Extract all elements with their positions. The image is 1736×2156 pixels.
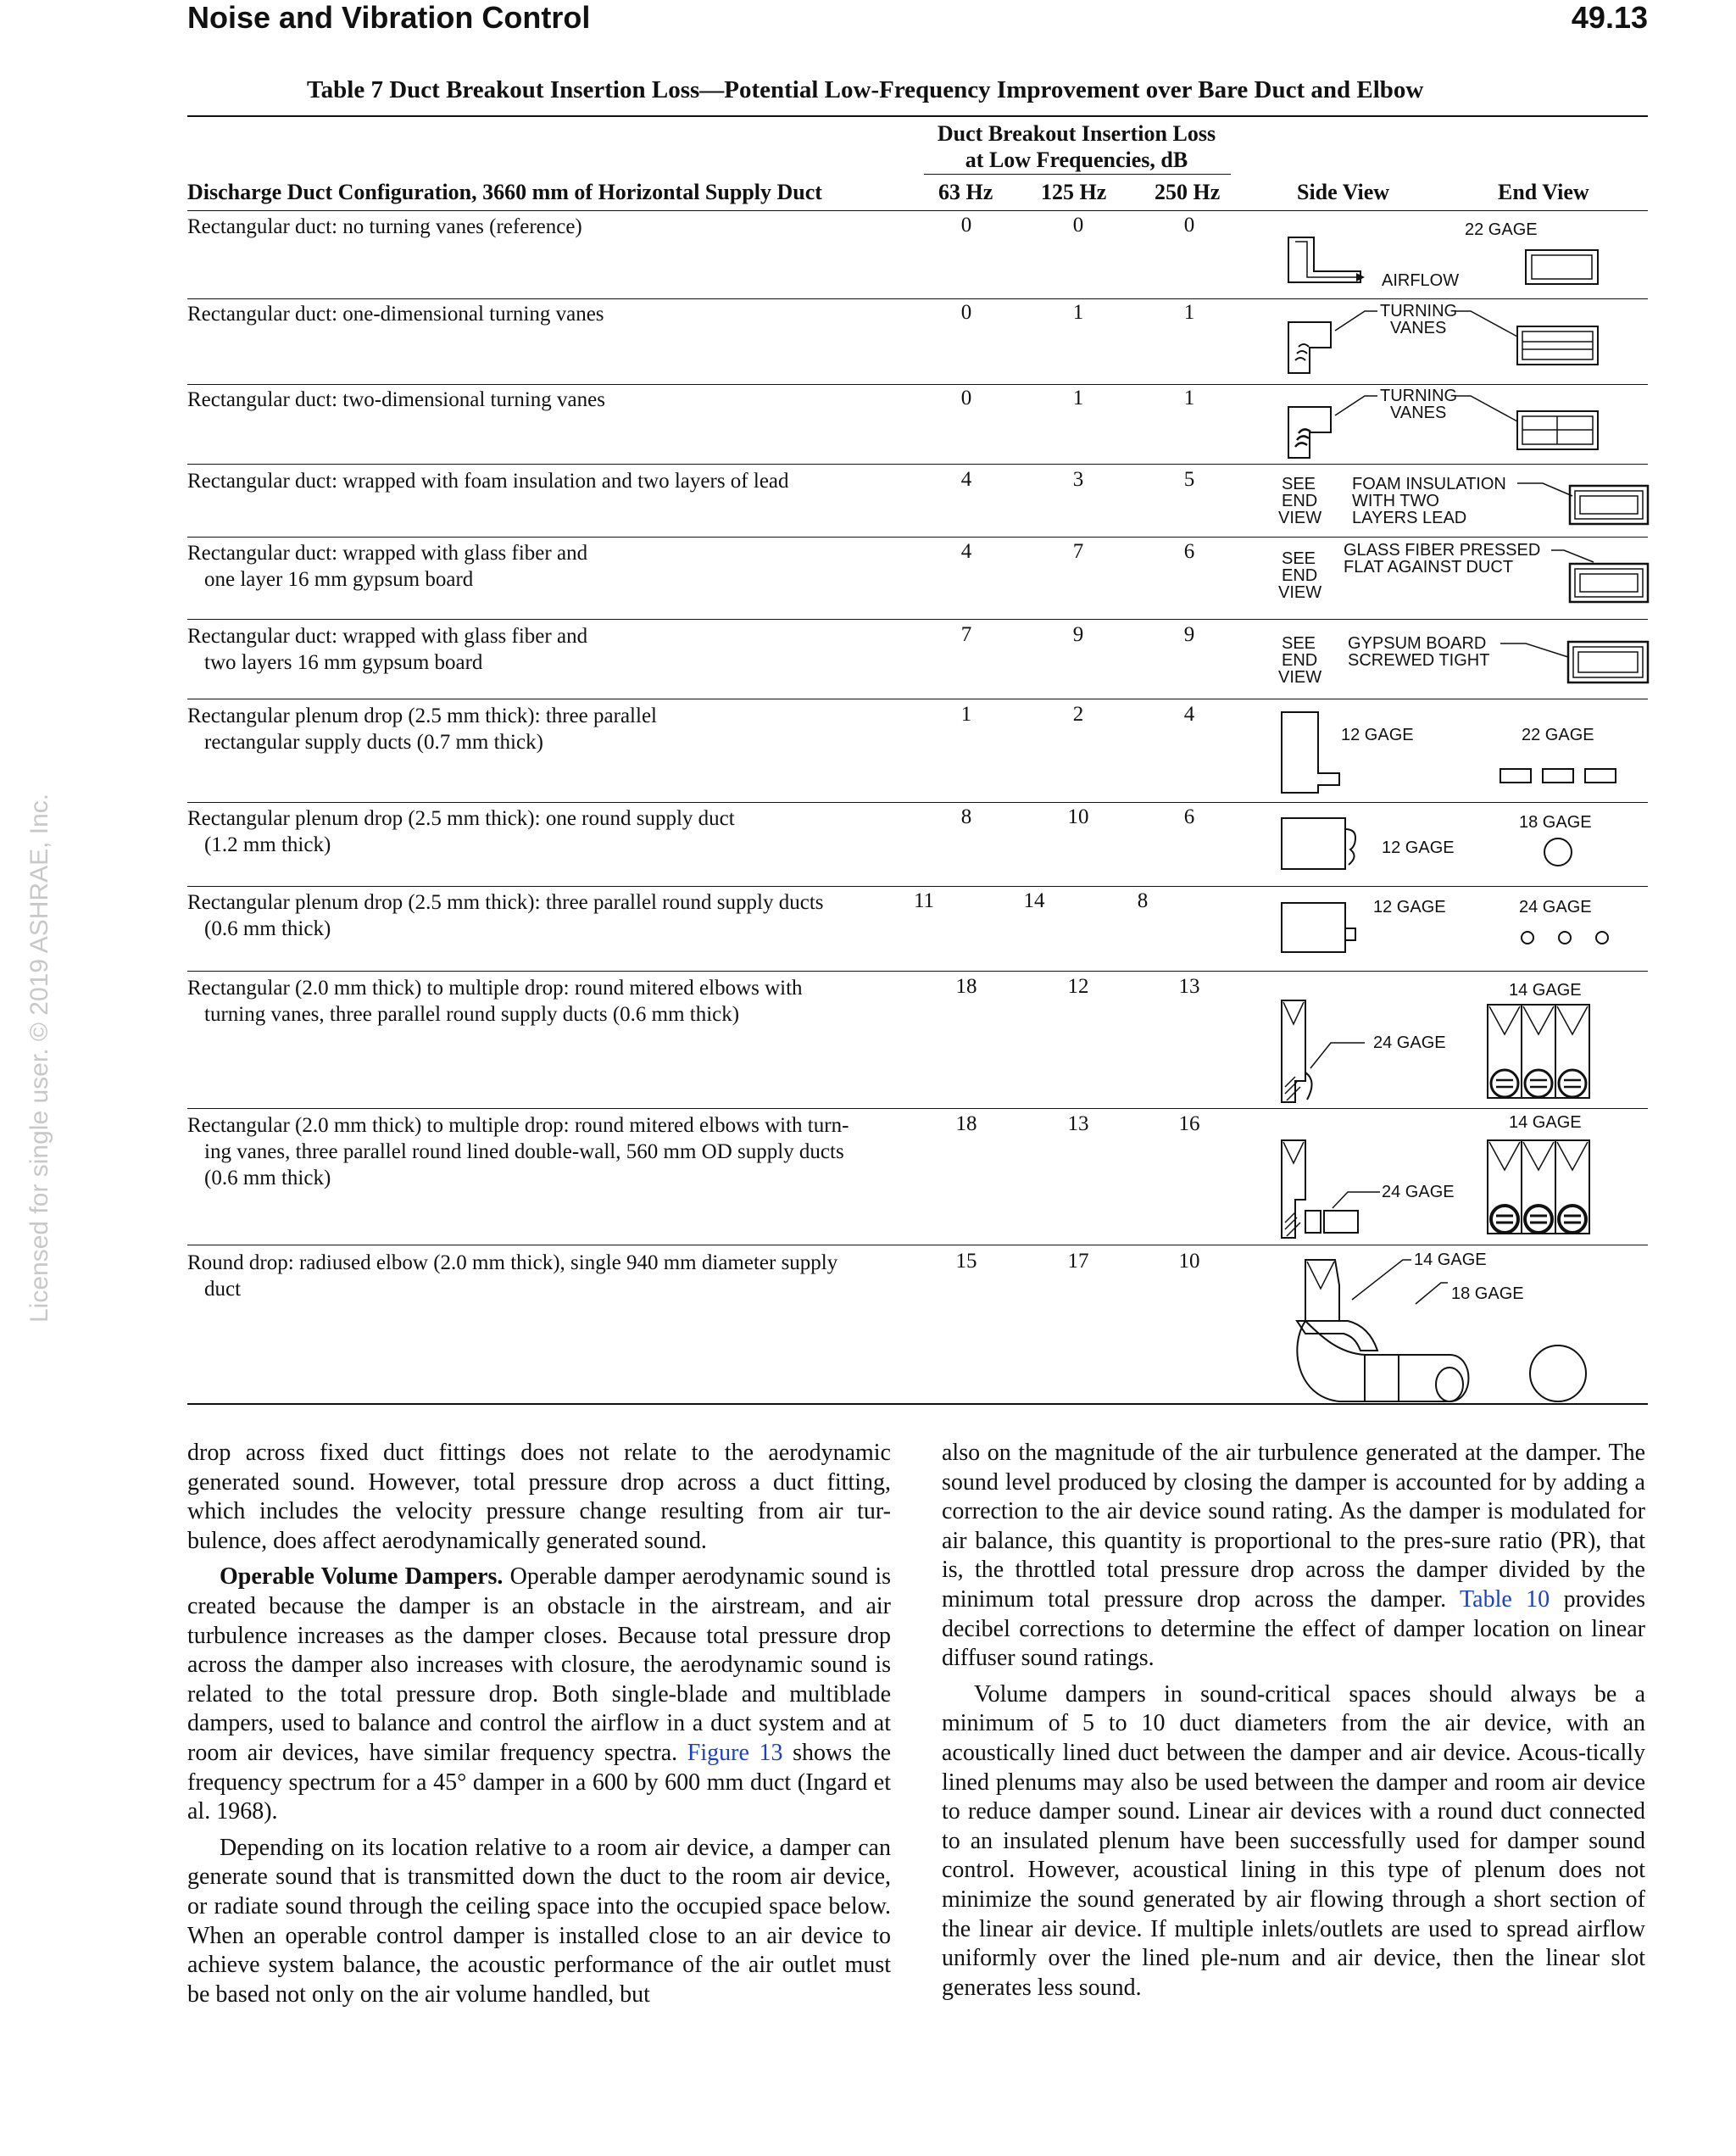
figure-13-link[interactable]: Figure 13 [687, 1739, 783, 1766]
cell-v125: 2 [1072, 703, 1084, 726]
row-text-line: Rectangular (2.0 mm thick) to multiple drop: round mitered elbows with [187, 977, 803, 1000]
group-header-rule [924, 174, 1231, 175]
row-text-line: Rectangular duct: wrapped with glass fiber and [187, 542, 588, 565]
cell-v63: 0 [960, 214, 972, 237]
row-divider [187, 802, 1648, 803]
cell-v250: 13 [1178, 975, 1200, 998]
airflow-label: AIRFLOW [1382, 271, 1460, 290]
figure-row-9 [1271, 890, 1644, 962]
figure-row-7 [1271, 704, 1644, 801]
row-text-line: Rectangular duct: no turning vanes (reference) [187, 215, 582, 238]
row-text-line: Rectangular duct: wrapped with glass fiber and [187, 625, 588, 648]
cell-v63: 4 [960, 540, 972, 563]
duct-elbow-side-view [1288, 237, 1360, 282]
cell-v63: 18 [955, 1112, 977, 1135]
svg-text:TURNING: TURNING [1380, 387, 1458, 405]
row-divider [187, 886, 1648, 887]
cell-v125: 13 [1067, 1112, 1089, 1135]
row-text-line: Rectangular plenum drop (2.5 mm thick): three parallel [187, 705, 657, 727]
cell-v63: 0 [960, 387, 972, 409]
row-text-line: Rectangular plenum drop (2.5 mm thick): three parallel round supply ducts [187, 891, 824, 914]
cell-v63: 15 [955, 1250, 977, 1273]
svg-text:24 GAGE: 24 GAGE [1519, 898, 1592, 916]
svg-text:18 GAGE: 18 GAGE [1451, 1284, 1524, 1303]
header-bottom-rule [187, 210, 1648, 211]
col-header-side-view: Side View [1297, 180, 1390, 204]
svg-text:14 GAGE: 14 GAGE [1414, 1251, 1487, 1269]
table-row-description [187, 623, 587, 676]
row-text-line: ing vanes, three parallel round lined double-wall, 560 mm OD supply ducts [204, 1140, 844, 1163]
svg-text:END: END [1282, 651, 1318, 670]
col-header-config: Discharge Duct Configuration, 3660 mm of Horizontal Supply Duct [187, 180, 822, 204]
cell-v63: 4 [960, 468, 972, 491]
svg-text:VANES: VANES [1390, 404, 1447, 422]
cell-v250: 8 [1137, 889, 1149, 912]
cell-v250: 5 [1183, 468, 1195, 491]
table-row-description [187, 214, 582, 240]
figure-row-4 [1271, 471, 1649, 543]
cell-v250: 0 [1183, 214, 1195, 237]
round-duct-end-view [1530, 1345, 1586, 1401]
svg-text:22 GAGE: 22 GAGE [1522, 726, 1594, 744]
body-column-left [187, 1439, 891, 2016]
cell-v125: 17 [1067, 1250, 1089, 1273]
svg-text:12 GAGE: 12 GAGE [1341, 726, 1414, 744]
svg-text:TURNING: TURNING [1380, 302, 1458, 320]
svg-text:END: END [1282, 566, 1318, 585]
cell-v125: 1 [1072, 301, 1084, 324]
row-divider [187, 619, 1648, 620]
svg-text:END: END [1282, 492, 1318, 510]
svg-text:VIEW: VIEW [1278, 509, 1322, 527]
cell-v63: 8 [960, 805, 972, 828]
plenum-side-view [1282, 818, 1345, 869]
svg-text:12 GAGE: 12 GAGE [1382, 838, 1455, 857]
row-text-line: Rectangular duct: one-dimensional turning vanes [187, 303, 604, 326]
row-text-line: Rectangular (2.0 mm thick) to multiple drop: round mitered elbows with turn- [187, 1114, 849, 1137]
row-text-line: turning vanes, three parallel round supply ducts (0.6 mm thick) [204, 1003, 740, 1026]
table-top-rule [187, 115, 1648, 117]
table-row-description [187, 301, 604, 327]
license-watermark: Licensed for single user. © 2019 ASHRAE, Inc. [25, 793, 53, 1323]
svg-text:24 GAGE: 24 GAGE [1373, 1033, 1446, 1052]
figure-row-5 [1271, 538, 1649, 619]
row-text-line: (0.6 mm thick) [204, 1167, 331, 1189]
cell-v125: 1 [1072, 387, 1084, 409]
col-header-63hz: 63 Hz [938, 180, 993, 204]
row-text-line: two layers 16 mm gypsum board [204, 651, 483, 674]
row-text-line: Round drop: radiused elbow (2.0 mm thick), single 940 mm diameter supply [187, 1251, 838, 1274]
svg-text:LAYERS LEAD: LAYERS LEAD [1352, 509, 1467, 527]
row-text-line: one layer 16 mm gypsum board [204, 568, 474, 591]
rect-supply-duct-end-view [1500, 769, 1531, 783]
svg-text:VANES: VANES [1390, 319, 1447, 337]
figure-row-11 [1271, 1111, 1644, 1251]
svg-text:FOAM INSULATION: FOAM INSULATION [1352, 475, 1506, 493]
svg-text:14 GAGE: 14 GAGE [1509, 981, 1582, 1000]
cell-v125: 3 [1072, 468, 1084, 491]
svg-text:VIEW: VIEW [1278, 583, 1322, 602]
running-header-title: Noise and Vibration Control [187, 0, 591, 35]
table-row-description [187, 1250, 837, 1302]
cell-v250: 1 [1183, 387, 1195, 409]
figure-row-2 [1271, 301, 1644, 382]
row-text-line: Rectangular plenum drop (2.5 mm thick): one round supply duct [187, 807, 735, 830]
plenum-drop-side-view [1282, 712, 1339, 793]
table-bottom-rule [187, 1403, 1648, 1405]
row-text-line: Rectangular duct: wrapped with foam insulation and two layers of lead [187, 470, 789, 493]
svg-text:SCREWED TIGHT: SCREWED TIGHT [1348, 651, 1490, 670]
cell-v125: 7 [1072, 540, 1084, 563]
svg-text:FLAT AGAINST DUCT: FLAT AGAINST DUCT [1344, 558, 1514, 577]
table-10-link[interactable]: Table 10 [1460, 1585, 1550, 1613]
figure-row-3 [1271, 386, 1644, 466]
figure-row-6 [1271, 623, 1649, 704]
cell-v63: 7 [960, 623, 972, 646]
cell-v63: 1 [960, 703, 972, 726]
svg-text:12 GAGE: 12 GAGE [1373, 898, 1446, 916]
col-header-125hz: 125 Hz [1041, 180, 1107, 204]
cell-v63: 0 [960, 301, 972, 324]
table-row-description [187, 889, 824, 942]
cell-v125: 10 [1067, 805, 1089, 828]
col-header-250hz: 250 Hz [1155, 180, 1221, 204]
round-duct-end-view [1544, 838, 1572, 866]
table-row-description [187, 805, 735, 858]
insertion-loss-group-header: Duct Breakout Insertion Loss at Low Frequencies, dB [937, 121, 1216, 172]
cell-v250: 6 [1183, 540, 1195, 563]
paragraph: Volume dampers in sound-critical spaces should always be a minimum of 5 to 10 duct diameters from the air device, with an acoustically lined duct between the damper and air device. Acous-tically lined plenums may also be used between the damper and room air device to reduce damper sound. Linear air devices with a round duct connected to an insulated plenum have been successfully used for damper sound control. However, acoustical lining in this type of plenum does not minimize the sound generated by air flowing through a short section of the linear air device. If multiple inlets/outlets are used to spread airflow uniformly over the lined ple-num and air device, then the linear slot generates less sound. [942, 1680, 1645, 2001]
table-row-description [187, 1112, 849, 1191]
svg-text:18 GAGE: 18 GAGE [1519, 813, 1592, 832]
body-column-right [942, 1439, 1645, 2009]
row-text-line: duct [204, 1278, 242, 1301]
cell-v250: 10 [1178, 1250, 1200, 1273]
page-number: 49.13 [1571, 0, 1648, 35]
row-text-line: (1.2 mm thick) [204, 833, 331, 856]
svg-text:GYPSUM BOARD: GYPSUM BOARD [1348, 634, 1487, 653]
table-row-description [187, 387, 605, 413]
cell-v125: 12 [1067, 975, 1089, 998]
svg-text:14 GAGE: 14 GAGE [1509, 1113, 1582, 1132]
elbow-2d-vanes-side-view [1288, 407, 1331, 458]
row-divider [187, 971, 1648, 972]
paragraph: drop across fixed duct fittings does not relate to the aerodynamic generated sound. However, total pressure drop across a duct fitting, which includes the velocity pressure change resulting from air tur-bulence, does affect aerodynamically generated sound. [187, 1440, 891, 1554]
table-row-description [187, 975, 803, 1028]
cell-v63: 18 [955, 975, 977, 998]
elbow-turning-vanes-side-view [1288, 322, 1331, 373]
table-row-description [187, 540, 587, 593]
cell-v250: 9 [1183, 623, 1195, 646]
svg-text:VIEW: VIEW [1278, 668, 1322, 687]
col-header-end-view: End View [1498, 180, 1589, 204]
cell-v63: 11 [913, 889, 935, 912]
cell-v125: 0 [1072, 214, 1084, 237]
row-text-line: Rectangular duct: two-dimensional turning vanes [187, 388, 605, 411]
figure-row-12 [1271, 1245, 1644, 1410]
svg-text:SEE: SEE [1282, 475, 1316, 493]
row-text-line: rectangular supply ducts (0.7 mm thick) [204, 731, 543, 754]
cell-v250: 16 [1178, 1112, 1200, 1135]
svg-text:WITH TWO: WITH TWO [1352, 492, 1439, 510]
cell-v250: 4 [1183, 703, 1195, 726]
row-divider [187, 384, 1648, 385]
table-row-description [187, 468, 789, 494]
paragraph: also on the magnitude of the air turbulence generated at the damper. The sound level produced by closing the damper is accounted for by adding a correction to the air device sound rating. As the damper is modulated for air balance, this quantity is proportional to the pres-sure ratio (PR), that is, the throttled total pressure drop across the damper divided by the minimum total pressure drop across the damper. Table 10 provides decibel corrections to determine the effect of damper location on linear diffuser sound ratings. [942, 1440, 1645, 1672]
row-text-line: (0.6 mm thick) [204, 917, 331, 940]
svg-text:SEE: SEE [1282, 549, 1316, 568]
figure-row-1 [1271, 216, 1644, 305]
figure-row-8 [1271, 805, 1644, 886]
svg-text:GLASS FIBER PRESSED: GLASS FIBER PRESSED [1344, 541, 1541, 560]
svg-text:SEE: SEE [1282, 634, 1316, 653]
svg-text:24 GAGE: 24 GAGE [1382, 1183, 1455, 1201]
cell-v250: 6 [1183, 805, 1195, 828]
cell-v250: 1 [1183, 301, 1195, 324]
cell-v125: 9 [1072, 623, 1084, 646]
table-caption: Table 7 Duct Breakout Insertion Loss—Potential Low-Frequency Improvement over Bare Duct and Elbow [307, 76, 1424, 103]
gage-label: 22 GAGE [1465, 220, 1538, 239]
cell-v125: 14 [1023, 889, 1045, 912]
table-row-description [187, 703, 657, 755]
paragraph: Depending on its location relative to a room air device, a damper can generate sound that is transmitted down the duct to the room air device, or radiate sound through the ceiling space into the occupied space below. When an operable control damper is installed close to an air device to achieve system balance, the acoustic performance of the air outlet must be based not only on the air volume handled, but [187, 1834, 891, 2008]
paragraph-operable-dampers: Operable Volume Dampers. Operable damper aerodynamic sound is created because the damper is an obstacle in the airstream, and air turbulence increases as the damper closes. Because total pressure drop across the damper also increases with closure, the aerodynamic sound is related to the total pressure drop. Both single-blade and multiblade dampers, used to balance and control the airflow in a duct system and at room air devices, have similar frequency spectra. Figure 13 shows the frequency spectrum for a 45° damper in a 600 by 600 mm duct (Ingard et al. 1968). [187, 1563, 891, 1825]
figure-row-10 [1271, 975, 1644, 1115]
